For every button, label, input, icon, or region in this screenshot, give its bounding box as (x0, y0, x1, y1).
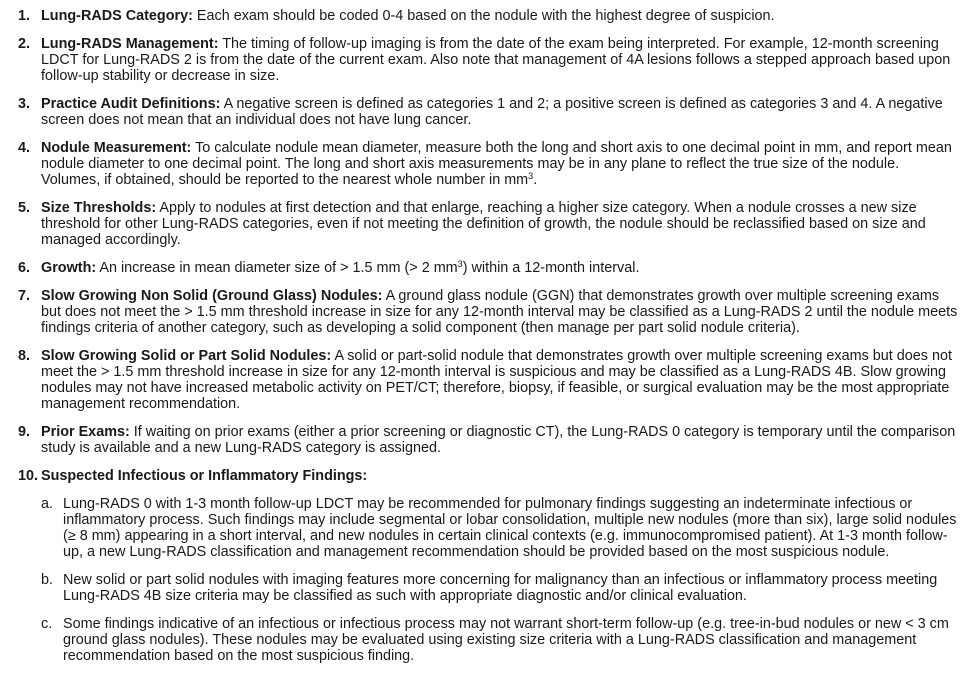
item-text: A negative screen is defined as categories 1 and 2; a positive screen is defined as categories 3 and 4. A negative screen does not mean that an individual does not have lung cancer. (41, 96, 943, 128)
item-number: 7. (18, 288, 31, 304)
item-term: Suspected Infectious or Inflammatory Findings: (41, 468, 368, 484)
superscript: 3 (457, 259, 463, 269)
item-number: 6. (18, 260, 31, 276)
item-text-tail: ) within a 12-month interval. (462, 260, 640, 276)
item-text: Each exam should be coded 0-4 based on the nodule with the highest degree of suspicion. (192, 8, 775, 24)
note-subitem-b (18, 572, 959, 604)
item-text: A solid or part-solid nodule that demonstrates growth over multiple screening exams but does not meet the > 1.5 mm threshold increase in size for any 12-month interval is suspicious and may be classified as a Lung-RADS 4B. Slow growing nodules may not have increased metabolic activity on PET/CT; therefore, biopsy, if feasible, or surgical evaluation may be the most appropriate management recommendation. (41, 348, 952, 412)
item-term: Size Thresholds: (41, 200, 157, 216)
item-text: Apply to nodules at first detection and that enlarge, reaching a higher size category. When a nodule crosses a new size threshold for other Lung-RADS categories, even if not meeting the definition of growth, the nodule should be reclassified based on size and managed accordingly. (41, 200, 926, 248)
item-number: 9. (18, 424, 31, 440)
item-term: Practice Audit Definitions: (41, 96, 221, 112)
note-item-5 (18, 200, 959, 248)
note-item-8 (18, 348, 959, 412)
note-item-6 (18, 260, 959, 276)
item-text: An increase in mean diameter size of > 1.5 mm (> 2 mm (96, 260, 458, 276)
item-text: If waiting on prior exams (either a prior screening or diagnostic CT), the Lung-RADS 0 category is temporary until the comparison study is available and a new Lung-RADS category is assigned. (41, 424, 956, 456)
note-item-10 (18, 468, 959, 484)
item-text: A ground glass nodule (GGN) that demonstrates growth over multiple screening exams but does not meet the > 1.5 mm threshold increase in size for any 12-month interval may be classified as a Lung-RADS 2 until the nodule meets findings criteria of another category, such as developing a solid component (then manage per part solid nodule criteria). (41, 288, 958, 336)
item-number: 10. (18, 468, 39, 484)
item-text-tail: . (533, 172, 538, 188)
note-subitem-a (18, 496, 959, 560)
item-text: To calculate nodule mean diameter, measure both the long and short axis to one decimal point in mm, and report mean nodule diameter to one decimal point. The long and short axis measurements may be in any plane to reflect the true size of the nodule. Volumes, if obtained, should be reported to the nearest whole number in mm (41, 140, 952, 188)
subitem-text: New solid or part solid nodules with imaging features more concerning for malignancy than an infectious or inflammatory process meeting Lung-RADS 4B size criteria may be classified as such with appropriate diagnostic and/or clinical evaluation. (63, 572, 938, 604)
item-number: 3. (18, 96, 31, 112)
item-term: Lung-RADS Category: (41, 8, 193, 24)
item-number: 2. (18, 36, 31, 52)
subitem-text: Lung-RADS 0 with 1-3 month follow-up LDCT may be recommended for pulmonary findings suggesting an indeterminate infectious or inflammatory process. Such findings may include segmental or lobar consolidation, multiple new nodules (more than six), large solid nodules (≥ 8 mm) appearing in a short interval, and new nodules in certain clinical contexts (e.g. immunocompromised patient). At 1-3 month follow-up, a new Lung-RADS classification and management recommendation should be provided based on the most suspicious nodule. (63, 496, 957, 560)
note-item-2 (18, 36, 959, 84)
note-item-3 (18, 96, 959, 128)
item-number: 8. (18, 348, 31, 364)
item-text: The timing of follow-up imaging is from the date of the exam being interpreted. For example, 12-month screening LDCT for Lung-RADS 2 is from the date of the current exam. Also note that management of 4A lesions follows a stepped approach based upon follow-up stability or decrease in size. (41, 36, 951, 84)
note-item-1 (18, 8, 959, 24)
subitem-text: Some findings indicative of an infectious or infectious process may not warrant short-term follow-up (e.g. tree-in-bud nodules or new < 3 cm ground glass nodules). These nodules may be evaluated using existing size criteria with a Lung-RADS classification and management recommendation based on the most suspicious finding. (63, 616, 949, 664)
item-term: Slow Growing Non Solid (Ground Glass) Nodules: (41, 288, 383, 304)
note-item-7 (18, 288, 959, 336)
item-number: 5. (18, 200, 31, 216)
item-term: Prior Exams: (41, 424, 130, 440)
note-item-9 (18, 424, 959, 456)
superscript: 3 (528, 171, 534, 181)
item-term: Nodule Measurement: (41, 140, 192, 156)
note-item-4 (18, 140, 959, 188)
item-term: Growth: (41, 260, 97, 276)
item-term: Slow Growing Solid or Part Solid Nodules: (41, 348, 332, 364)
subitem-letter: b. (41, 572, 54, 588)
subitem-letter: a. (41, 496, 54, 512)
subitem-letter: c. (41, 616, 53, 632)
item-number: 4. (18, 140, 31, 156)
item-term: Lung-RADS Management: (41, 36, 219, 52)
note-subitem-c (18, 616, 959, 664)
item-number: 1. (18, 8, 31, 24)
